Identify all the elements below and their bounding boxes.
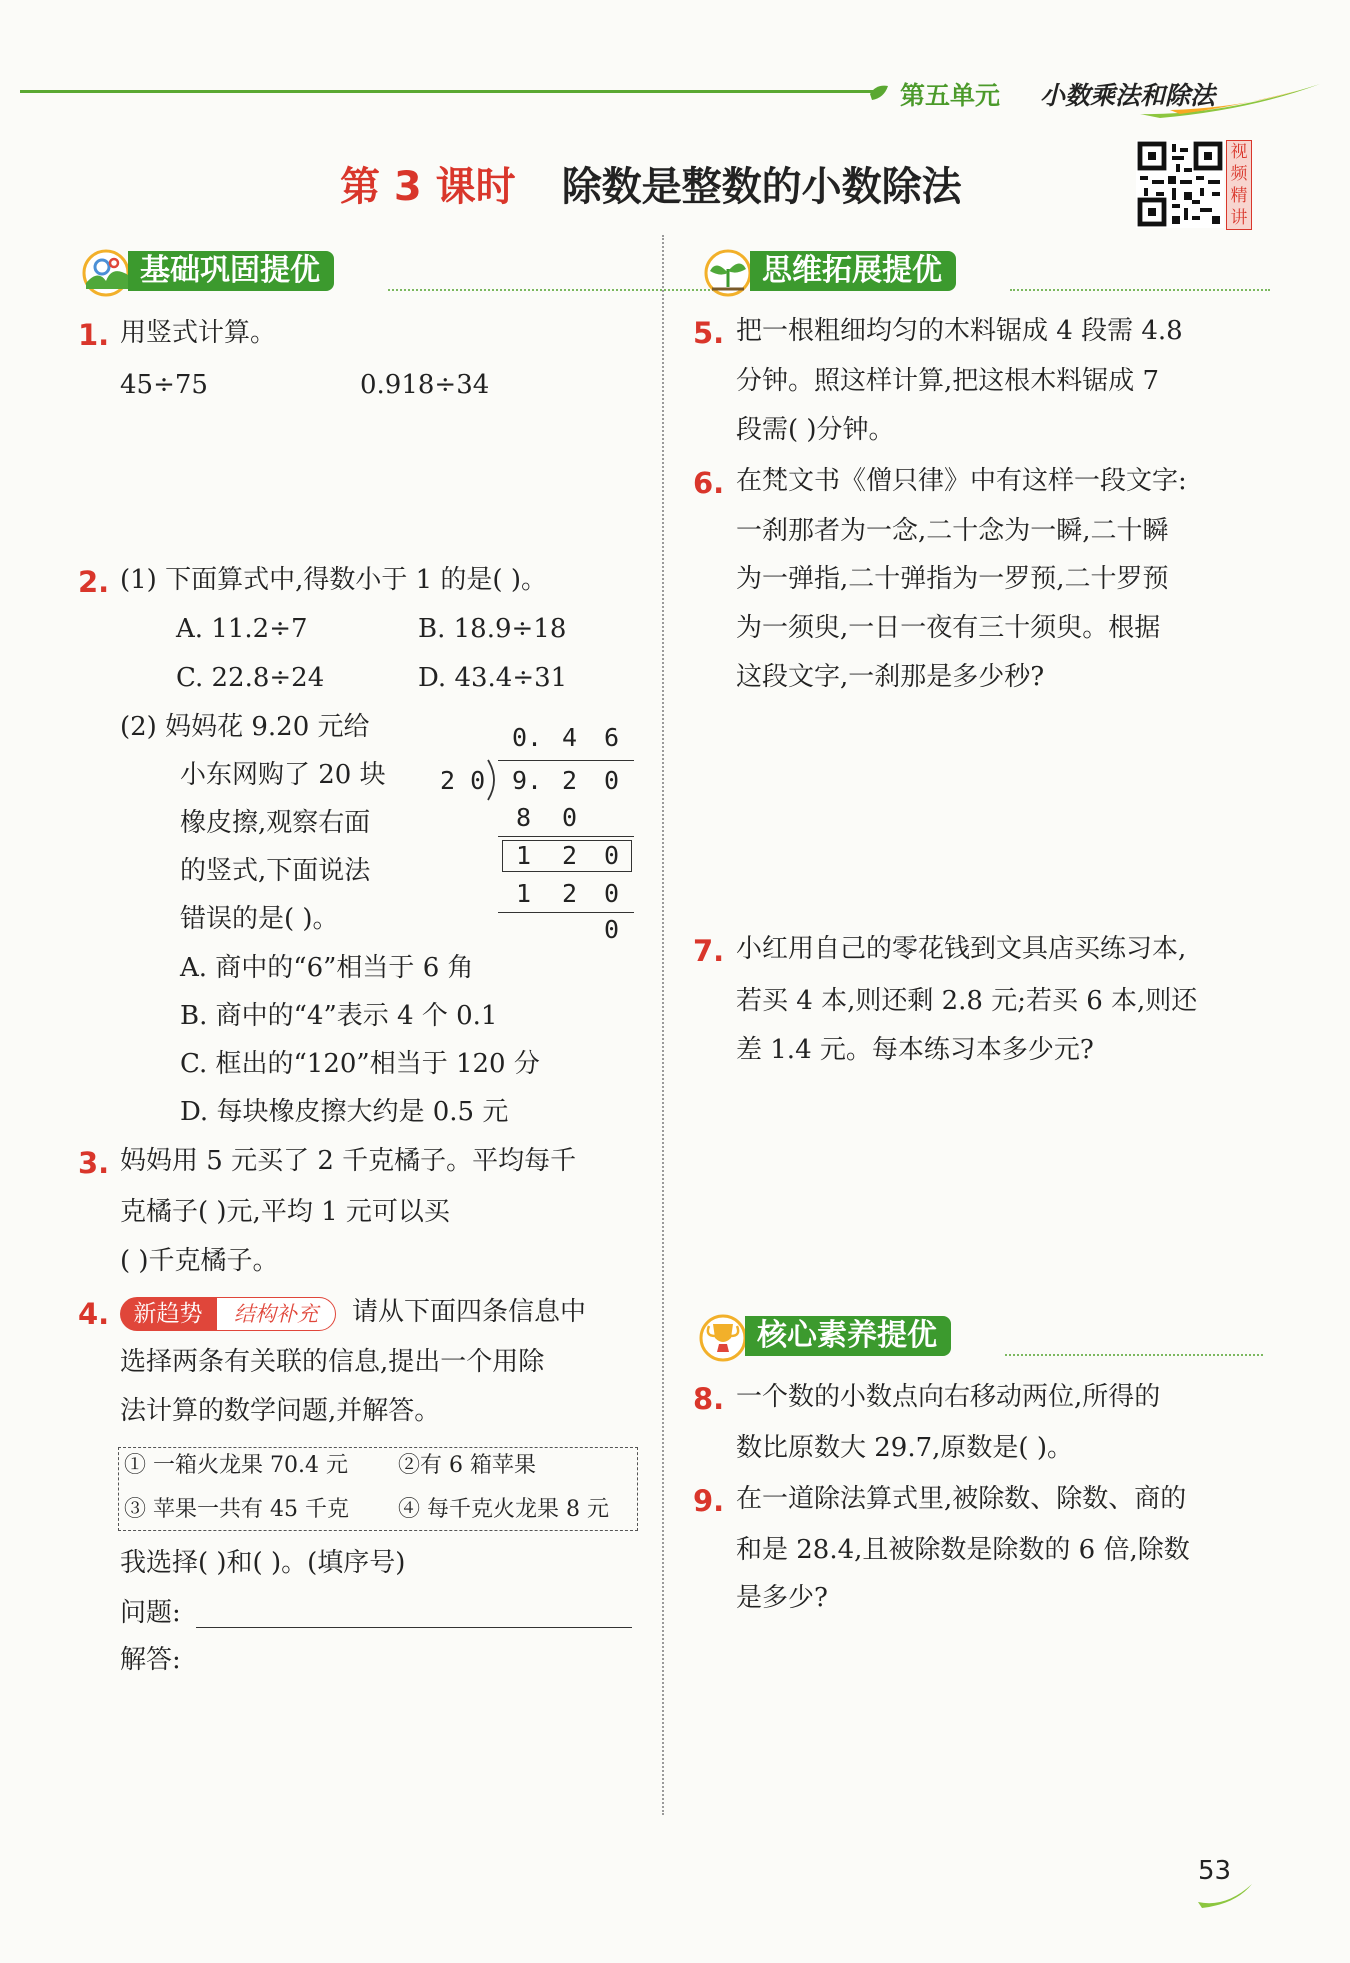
info-item: ① 一箱火龙果 70.4 元 — [124, 1453, 348, 1478]
q5-line: 把一根粗细均匀的木料锯成 4 段需 4.8 — [736, 316, 1183, 346]
q4-answer-label: 解答: — [120, 1645, 181, 1675]
q5-number: 5. — [693, 316, 725, 350]
boxed-digit: 2 — [562, 841, 578, 870]
step1-line — [498, 836, 634, 837]
q9-line: 在一道除法算式里,被除数、除数、商的 — [736, 1484, 1187, 1514]
section-basic — [78, 245, 638, 297]
q3-line: ( )千克橘子。 — [120, 1246, 279, 1276]
quotient-digit: 4 — [562, 723, 578, 752]
q5-line: 段需( )分钟。 — [736, 415, 895, 445]
section-thinking-rule — [1010, 289, 1270, 291]
q2-part2-option-b: B. 商中的“4”表示 4 个 0.1 — [180, 1001, 498, 1031]
q4-choose: 我选择( )和( )。(填序号) — [120, 1548, 406, 1578]
header-unit: 第五单元 — [900, 81, 1001, 110]
q9-line: 和是 28.4,且被除数是除数的 6 倍,除数 — [736, 1535, 1190, 1565]
q2-part2-line: 橡皮擦,观察右面 — [180, 808, 371, 838]
q4-number: 4. — [78, 1297, 110, 1331]
q6-line: 为一须臾,一日一夜有三十须臾。根据 — [736, 613, 1161, 643]
q3-number: 3. — [78, 1146, 110, 1180]
info-item: ②有 6 箱苹果 — [398, 1453, 536, 1478]
q4-line: 请从下面四条信息中 — [352, 1297, 587, 1327]
section-thinking-title: 思维拓展提优 — [750, 251, 956, 291]
column-divider — [662, 235, 664, 1815]
new-trend-tag: 新趋势 — [120, 1297, 216, 1331]
q6-line: 为一弹指,二十弹指为一罗预,二十罗预 — [736, 564, 1169, 594]
q2-part2-option-c: C. 框出的“120”相当于 120 分 — [180, 1049, 540, 1079]
info-item: ③ 苹果一共有 45 千克 — [124, 1497, 349, 1522]
q3-line: 妈妈用 5 元买了 2 千克橘子。平均每千 — [120, 1146, 577, 1176]
header-rule — [20, 90, 880, 93]
q8-line: 一个数的小数点向右移动两位,所得的 — [736, 1382, 1161, 1412]
step2-digit: 2 — [562, 879, 578, 908]
section-basic-title: 基础巩固提优 — [128, 251, 334, 291]
q2-option-a: A. 11.2÷7 — [176, 614, 308, 644]
q7-line: 小红用自己的零花钱到文具店买练习本, — [736, 934, 1187, 964]
q8-line: 数比原数大 29.7,原数是( )。 — [736, 1433, 1073, 1463]
info-item: ④ 每千克火龙果 8 元 — [398, 1497, 609, 1522]
divisor: 2 0 — [440, 766, 486, 795]
q2-option-c: C. 22.8÷24 — [176, 663, 325, 693]
q5-line: 分钟。照这样计算,把这根木料锯成 7 — [736, 366, 1160, 396]
q7-line: 若买 4 本,则还剩 2.8 元;若买 6 本,则还 — [736, 986, 1198, 1016]
remainder: 0 — [604, 915, 620, 944]
step2-digit: 1 — [516, 879, 532, 908]
qr-video-label: 视频精讲 — [1226, 140, 1252, 230]
q2-part2-option-a: A. 商中的“6”相当于 6 角 — [180, 953, 474, 983]
q1-expr-2: 0.918÷34 — [360, 370, 490, 400]
q3-line: 克橘子( )元,平均 1 元可以买 — [120, 1197, 450, 1227]
q1-number: 1. — [78, 318, 110, 352]
q6-line: 一刹那者为一念,二十念为一瞬,二十瞬 — [736, 516, 1169, 546]
section-thinking — [700, 245, 1260, 297]
section-core — [695, 1310, 1255, 1362]
division-bracket — [486, 758, 500, 802]
q2-part2-line: (2) 妈妈花 9.20 元给 — [120, 712, 370, 742]
quotient-digit: 6 — [604, 723, 620, 752]
lesson-title — [340, 155, 962, 212]
step2-digit: 0 — [604, 879, 620, 908]
page-number: 53 — [1198, 1856, 1232, 1886]
q2-part2-line: 小东网购了 20 块 — [180, 760, 386, 790]
q1-expr-1: 45÷75 — [120, 370, 208, 400]
page-swoosh-icon — [1196, 1880, 1256, 1910]
q7-number: 7. — [693, 934, 725, 968]
lesson-name: 除数是整数的小数除法 — [561, 164, 962, 210]
qr-code-icon[interactable] — [1136, 140, 1224, 228]
q2-part1: (1) 下面算式中,得数小于 1 的是( )。 — [120, 565, 547, 595]
step2-line — [498, 912, 634, 913]
q9-line: 是多少? — [736, 1583, 828, 1613]
q4-line: 选择两条有关联的信息,提出一个用除 — [120, 1347, 545, 1377]
boxed-digit: 1 — [516, 841, 532, 870]
dividend-digit: 0 — [604, 766, 620, 795]
q2-option-d: D. 43.4÷31 — [418, 663, 568, 693]
q4-question-label: 问题: — [120, 1598, 181, 1628]
quotient-digit: 0. — [512, 723, 543, 752]
q8-number: 8. — [693, 1382, 725, 1416]
lesson-number: 第 3 课时 — [340, 164, 516, 210]
q6-line: 在梵文书《僧只律》中有这样一段文字: — [736, 466, 1187, 496]
q6-number: 6. — [693, 466, 725, 500]
structure-supplement-tag: 结构补充 — [216, 1297, 336, 1331]
dividend-digit: 9. — [512, 766, 543, 795]
q2-part2-line: 的竖式,下面说法 — [180, 856, 371, 886]
step1-digit: 8 — [516, 803, 532, 832]
header-topic: 小数乘法和除法 — [1040, 81, 1216, 110]
q1-text: 用竖式计算。 — [120, 318, 277, 348]
section-core-title: 核心素养提优 — [745, 1316, 951, 1356]
dividend-digit: 2 — [562, 766, 578, 795]
boxed-digit: 0 — [604, 841, 620, 870]
q6-line: 这段文字,一刹那是多少秒? — [736, 662, 1045, 692]
section-core-rule — [1005, 1354, 1263, 1356]
swoosh-decoration-icon — [1130, 80, 1330, 120]
q4-line: 法计算的数学问题,并解答。 — [120, 1396, 441, 1426]
section-basic-rule — [388, 289, 718, 291]
leaf-icon — [868, 82, 892, 104]
q7-line: 差 1.4 元。每本练习本多少元? — [736, 1035, 1094, 1065]
q2-number: 2. — [78, 565, 110, 599]
q9-number: 9. — [693, 1484, 725, 1518]
q2-part2-option-d: D. 每块橡皮擦大约是 0.5 元 — [180, 1097, 509, 1127]
step1-digit: 0 — [562, 803, 578, 832]
q2-part2-line: 错误的是( )。 — [180, 904, 339, 934]
q2-option-b: B. 18.9÷18 — [418, 614, 567, 644]
q4-question-line[interactable] — [196, 1627, 632, 1628]
division-bar — [498, 760, 634, 761]
